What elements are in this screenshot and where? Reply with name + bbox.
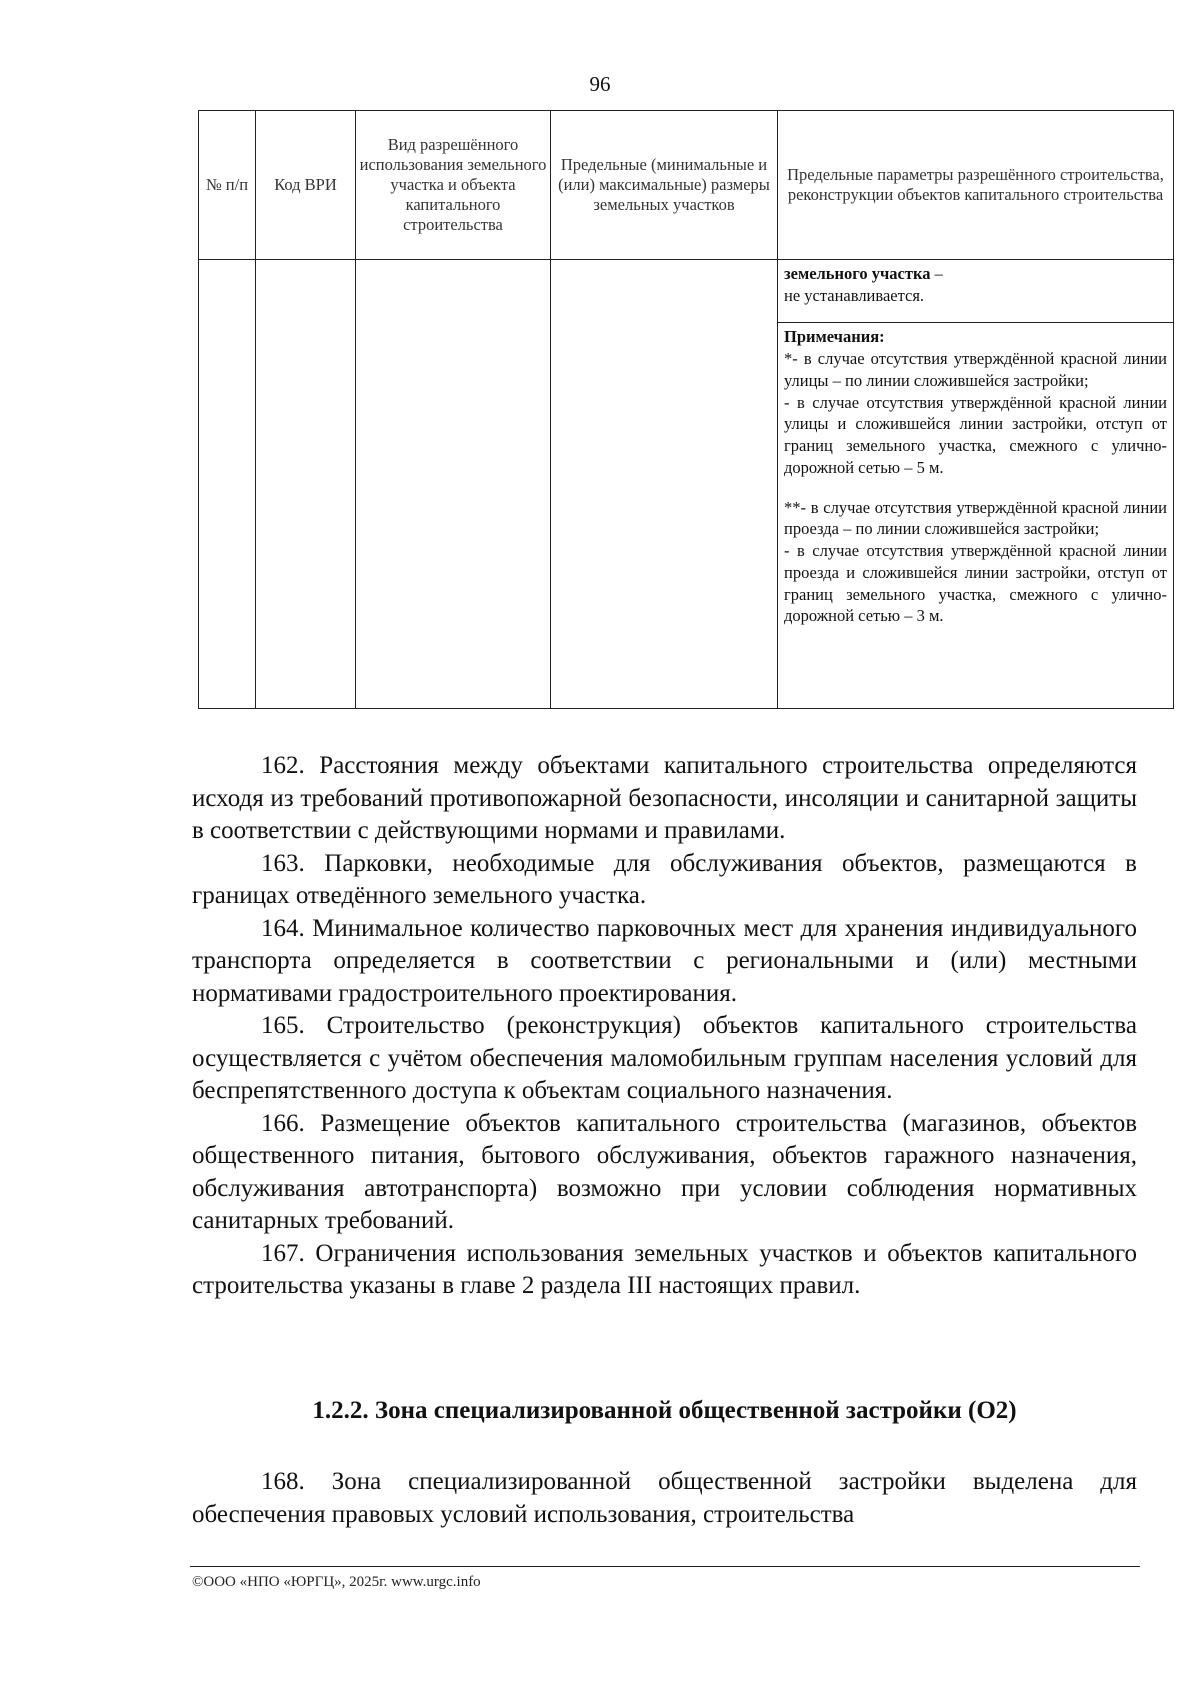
table-row <box>199 260 1174 323</box>
header-code: Код ВРИ <box>256 111 356 260</box>
table-cell-notes <box>778 323 1174 709</box>
table-cell-empty <box>256 260 356 709</box>
paragraph-165: 165. Строительство (реконструкция) объектов капитального строительства осуществляется с учётом обеспечения маломобильным группам населения условий для беспрепятственного доступа к объектам социального назначения. <box>192 1012 1137 1104</box>
table-cell-empty <box>199 260 256 709</box>
header-usage-type: Вид разрешённого использования земельного участка и объекта капитального строительства <box>356 111 551 260</box>
paragraph-block <box>192 750 1137 1303</box>
table-header-row <box>199 111 1174 260</box>
table-cell-continuation <box>778 260 1174 323</box>
continuation-dash: – <box>930 264 943 283</box>
paragraph-block-2 <box>192 1466 1137 1531</box>
note-one-second: - в случае отсутствия утверждённой красной линии улицы и сложившейся линии застройки, отступ от границ земельного участка, смежного с улично-дорожной сетью – 5 м. <box>784 392 1167 477</box>
table-cell-empty <box>551 260 778 709</box>
section-heading: 1.2.2. Зона специализированной общественной застройки (О2) <box>312 1397 1017 1424</box>
page-number: 96 <box>589 72 611 96</box>
note-one-first: *- в случае отсутствия утверждённой красной линии улицы – по линии сложившейся застройки; <box>784 349 1167 390</box>
paragraph-166: 166. Размещение объектов капитального строительства (магазинов, объектов общественного питания, бытового обслуживания, объектов гаражного назначения, обслуживания автотранспорта) возможно при условии соблюдения нормативных санитарных требований. <box>192 1109 1137 1234</box>
paragraph-162: 162. Расстояния между объектами капитального строительства определяются исходя из требований противопожарной безопасности, инсоляции и санитарной защиты в соответствии с действующими нормами и правилами. <box>192 752 1137 844</box>
continuation-line: не устанавливается. <box>784 285 925 305</box>
footer-divider <box>190 1566 1140 1567</box>
note-two-second: - в случае отсутствия утверждённой красной линии проезда и сложившейся линии застройки, отступ от границ земельного участка, смежного с улично-дорожной сетью – 3 м. <box>784 541 1167 626</box>
continuation-bold-text: земельного участка <box>784 264 931 283</box>
parameters-table <box>198 110 1174 709</box>
paragraph-164: 164. Минимальное количество парковочных мест для хранения индивидуального транспорта определяется в соответствии с региональными и (или) местными нормативами градостроительного проектирования. <box>192 914 1137 1007</box>
paragraph-168: 168. Зона специализированной общественной застройки выделена для обеспечения правовых условий использования, строительства <box>192 1468 1137 1528</box>
header-construction-params: Предельные параметры разрешённого строительства, реконструкции объектов капитального строительства <box>778 111 1174 260</box>
notes-title: Примечания: <box>784 327 885 347</box>
paragraph-167: 167. Ограничения использования земельных участков и объектов капитального строительства указаны в главе 2 раздела III настоящих правил. <box>192 1239 1137 1299</box>
header-number: № п/п <box>199 111 256 260</box>
note-two-first: **- в случае отсутствия утверждённой красной линии проезда – по линии сложившейся застройки; <box>784 497 1167 539</box>
footer-copyright: ©ООО «НПО «ЮРГЦ», 2025г. www.urgc.info <box>192 1574 481 1590</box>
header-plot-size: Предельные (минимальные и (или) максимальные) размеры земельных участков <box>551 111 778 260</box>
paragraph-163: 163. Парковки, необходимые для обслуживания объектов, размещаются в границах отведённого земельного участка. <box>192 849 1137 909</box>
table-cell-empty <box>356 260 551 709</box>
